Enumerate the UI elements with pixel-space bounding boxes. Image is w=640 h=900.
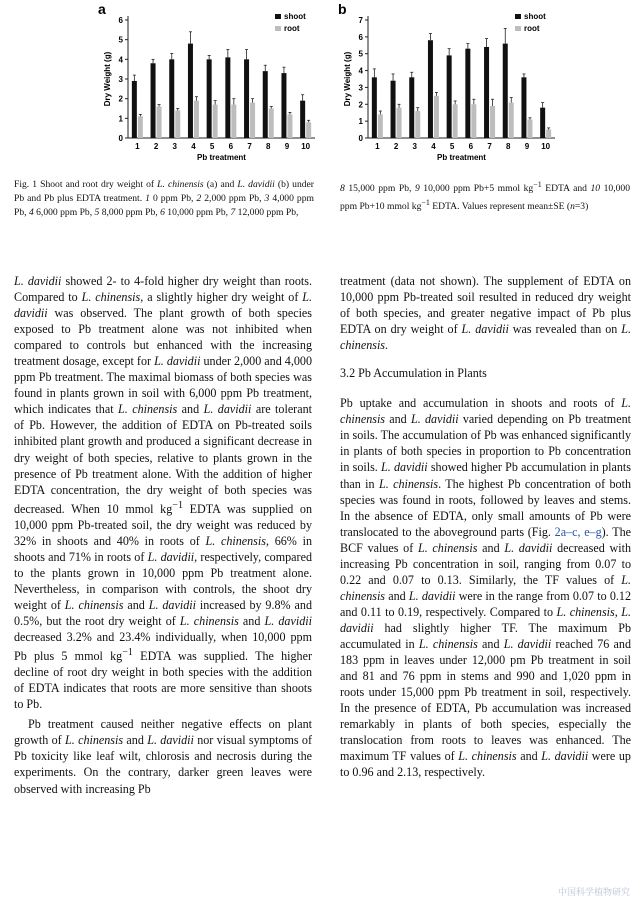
y-tick-label: 1 [358, 117, 363, 127]
x-tick-label: 4 [191, 142, 196, 151]
bar-shoot [540, 108, 545, 138]
legend-label-root: root [524, 24, 540, 33]
legend-swatch-root [275, 26, 281, 31]
legend-label-root: root [284, 24, 300, 33]
x-tick-label: 2 [153, 142, 159, 151]
x-tick-label: 9 [524, 142, 530, 151]
y-tick-label: 4 [358, 66, 363, 76]
bar-root [194, 101, 199, 138]
x-tick-label: 5 [449, 142, 455, 151]
bar-shoot [503, 44, 508, 138]
x-tick-label: 6 [228, 142, 234, 151]
x-tick-label: 3 [412, 142, 417, 151]
paragraph: treatment (data not shown). The supplement of EDTA on 10,000 ppm Pb-treated soil resulted in reduced dry weight of both species, and greater negative impact of Pb plus EDTA on dry weight of L. davidii was revealed than on L. chinensis. [340, 274, 631, 353]
x-tick-label: 1 [135, 142, 140, 151]
bar-shoot [207, 59, 212, 138]
paragraph: Pb treatment caused neither negative effects on plant growth of L. chinensis and L. davidii nor visual symptoms of Pb toxicity like leaf wilt, chlorosis and necrosis during the experiments. On the contrary, darker green leaves were observed with increasing Pb [14, 717, 313, 796]
bar-shoot [465, 49, 470, 138]
bar-shoot [244, 59, 249, 138]
bar-root [415, 111, 420, 138]
x-tick-label: 10 [301, 142, 311, 151]
bar-root [306, 122, 311, 138]
bar-shoot [428, 40, 433, 138]
bar-shoot [169, 59, 174, 138]
y-tick-label: 6 [358, 32, 363, 42]
bar-root [287, 114, 292, 138]
figure-caption-left: Fig. 1 Shoot and root dry weight of L. chinensis (a) and L. davidii (b) under Pb and Pb plus EDTA treatment. 1 0 ppm Pb, 2 2,000 ppm Pb, 3 4,000 ppm Pb, 4 6,000 ppm Pb, 5 8,000 ppm Pb, 6 10,000 ppm Pb, 7 12,000 ppm Pb, [14, 179, 314, 218]
legend-swatch-shoot [275, 14, 281, 19]
y-tick-label: 0 [358, 134, 363, 143]
body-column-right [340, 273, 631, 780]
bar-shoot [391, 81, 396, 138]
paragraph: L. davidii showed 2- to 4-fold higher dry weight than roots. Compared to L. chinensis, a slightly higher dry weight of L. davidii was observed. The plant growth of both species exposed to Pb treatment alone was not inhibited when compared to controls but enhanced with the increasing treatment dosage, except for L. davidii under 2,000 and 4,000 ppm Pb treatment. The maximal biomass of both species was found in plants grown in soil with 6,000 ppm Pb treatment, which indicates that L. chinensis and L. davidii are tolerant of Pb. However, the addition of EDTA on Pb-treated soils inhibited plant growth and produced a significant decrease in dry weight of both species, relative to plants grown in the presence of Pb treatment alone. With the addition of higher EDTA concentration, the dry weight of both species was decreased. When 10 mmol $kg^{-1}$ EDTA was supplied on 10,000 ppm Pb-treated soil, the dry weight was reduced by 32% in shoots and 40% in roots of L. chinensis, 66% in shoots and 71% in roots of L. davidii, respectively, compared to the plants grown in 10,000 ppm Pb treatment alone. Nevertheless, in comparison with controls, the shoot dry weight of L. chinensis and L. davidii increased by 9.8% and 0.5%, but the root dry weight of L. chinensis and L. davidii decreased 3.2% and 23.4% individually, when 10,000 ppm Pb plus 5 mmol $kg^{-1}$ EDTA was supplied. The higher decline of root dry weight in both species with the addition of EDTA indicates that roots are more sensitive than shoots to Pb. [14, 274, 313, 712]
y-tick-label: 5 [118, 35, 123, 45]
x-tick-label: 8 [506, 142, 511, 151]
x-tick-label: 7 [487, 142, 492, 151]
watermark: 中国科学植物研究 [557, 888, 630, 898]
bar-shoot [447, 55, 452, 138]
x-tick-label: 1 [375, 142, 380, 151]
y-tick-label: 0 [118, 134, 123, 143]
panel-label: a [98, 1, 106, 17]
bar-shoot [225, 57, 230, 138]
bar-root [453, 104, 458, 138]
paragraph: Pb uptake and accumulation in shoots and roots of L. chinensis and L. davidii varied depending on Pb treatment in soils. The accumulation of Pb was enhanced significantly in plants of both species in proportion to Pb concentration in soils. L. davidii showed higher Pb accumulation in plants than in L. chinensis. The highest Pb concentration of both species was found in roots, followed by leaves and stems. In the absence of EDTA, only small amounts of Pb were translocated to the aboveground parts (Fig. 2a–c, e–g). The BCF values of L. chinensis and L. davidii decreased with increasing Pb concentration in soil, ranging from 0.07 to 0.22 and 0.07 to 0.13. Similarly, the TF values of L. chinensis and L. davidii were in the range from 0.07 to 0.12 and 0.11 to 0.19, respectively. Compared to L. chinensis, L. davidii had slightly higher TF. The maximum Pb accumulated in L. chinensis and L. davidii reached 76 and 183 ppm in leaves under 12,000 pm Pb treatment in soil and 81 and 76 ppm in stems and 990 and 1,020 ppm in roots under 15,000 ppm Pb treatment in soil, respectively. In the presence of EDTA, Pb accumulation was increased remarkably in plants of both species, especially the translocation from roots to leaves was enhanced. The maximum TF values of L. chinensis and L. davidii were up to 0.96 and 2.13, respectively. [340, 396, 631, 780]
x-tick-label: 3 [172, 142, 177, 151]
bar-root [471, 104, 476, 138]
bar-shoot [300, 101, 305, 138]
bar-chart-b [330, 0, 570, 165]
x-tick-label: 7 [247, 142, 252, 151]
legend-swatch-root [515, 26, 521, 31]
x-tick-label: 6 [468, 142, 474, 151]
body-column-left [14, 273, 312, 797]
bar-root [434, 96, 439, 138]
x-tick-label: 4 [431, 142, 436, 151]
bar-shoot [521, 77, 526, 138]
x-axis-label: Pb treatment [437, 153, 486, 162]
bar-root [397, 108, 402, 138]
y-tick-label: 4 [118, 55, 123, 65]
bar-shoot [132, 81, 137, 138]
legend-label-shoot: shoot [524, 12, 546, 21]
x-tick-label: 2 [393, 142, 399, 151]
figure-caption-right: 8 15,000 ppm Pb, 9 10,000 ppm Pb+5 mmol $kg^{-1}$ EDTA and 10 10,000 ppm Pb+10 mmol $kg^{-1}$ EDTA. Values represent mean±SE (n=3) [340, 180, 631, 213]
x-tick-label: 8 [266, 142, 271, 151]
bar-root [231, 105, 236, 138]
bar-root [490, 106, 495, 138]
bar-shoot [263, 71, 268, 138]
y-tick-label: 1 [118, 114, 123, 124]
y-tick-label: 7 [358, 16, 363, 25]
bar-shoot [281, 73, 286, 138]
y-tick-label: 2 [358, 100, 363, 110]
y-axis-label: Dry Weight (g) [343, 51, 352, 107]
bar-root [527, 119, 532, 138]
y-tick-label: 5 [358, 49, 363, 59]
y-tick-label: 2 [118, 94, 123, 104]
bar-root [213, 105, 218, 138]
figure-panel-a [90, 0, 330, 165]
y-tick-label: 3 [358, 83, 363, 93]
x-tick-label: 5 [209, 142, 215, 151]
figure-panel-b [330, 0, 570, 165]
bar-root [269, 109, 274, 139]
section-heading: 3.2 Pb Accumulation in Plants [340, 366, 487, 381]
bar-root [250, 103, 255, 138]
bar-shoot [372, 77, 377, 138]
bar-shoot [484, 47, 489, 138]
bar-root [546, 130, 551, 138]
y-tick-label: 6 [118, 16, 123, 25]
y-axis-label: Dry Weight (g) [103, 51, 112, 107]
legend-swatch-shoot [515, 14, 521, 19]
bar-shoot [409, 77, 414, 138]
bar-chart-a [90, 0, 330, 165]
bar-root [175, 110, 180, 138]
bar-root [378, 114, 383, 138]
bar-shoot [151, 63, 156, 138]
bar-root [138, 116, 143, 138]
bar-root [157, 107, 162, 138]
x-tick-label: 10 [541, 142, 551, 151]
x-tick-label: 9 [284, 142, 290, 151]
x-axis-label: Pb treatment [197, 153, 246, 162]
bar-root [509, 103, 514, 138]
panel-label: b [338, 1, 347, 17]
legend-label-shoot: shoot [284, 12, 306, 21]
bar-shoot [188, 44, 193, 138]
y-tick-label: 3 [118, 75, 123, 84]
